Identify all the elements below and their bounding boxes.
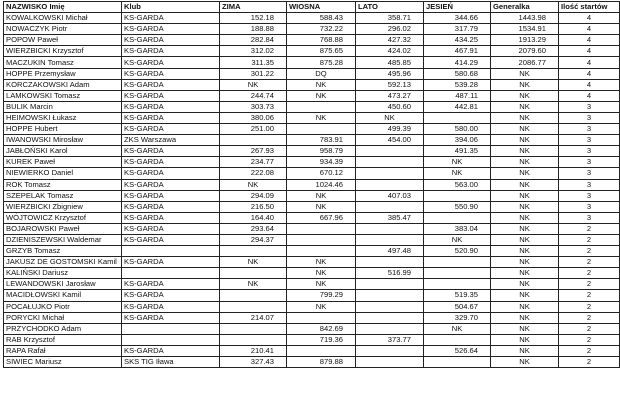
cell-lato (356, 357, 424, 368)
table-row (4, 13, 620, 24)
cell-jesien (424, 279, 491, 290)
cell-name: IWANOWSKI Mirosław (4, 135, 122, 146)
table-row (4, 345, 620, 356)
table-row (4, 146, 620, 157)
cell-starts: 2 (559, 323, 620, 334)
header-row (4, 2, 620, 13)
cell-starts: 3 (559, 157, 620, 168)
cell-starts: 2 (559, 301, 620, 312)
header-zima: ZIMA (220, 2, 287, 13)
table-row (4, 323, 620, 334)
cell-wiosna: 732.22 (287, 24, 356, 35)
cell-jesien: 539.28 (424, 79, 491, 90)
cell-wiosna (287, 234, 356, 245)
cell-name: POPOW Paweł (4, 35, 122, 46)
cell-jesien: 414.29 (424, 57, 491, 68)
table-row (4, 168, 620, 179)
cell-generalka: NK (491, 246, 559, 257)
cell-name: MACZUKIN Tomasz (4, 57, 122, 68)
cell-wiosna: NK (287, 257, 356, 268)
cell-zima: NK (220, 179, 287, 190)
cell-zima: NK (220, 79, 287, 90)
cell-wiosna: NK (287, 190, 356, 201)
cell-lato: 592.13 (356, 79, 424, 90)
table-row (4, 179, 620, 190)
cell-name: KALIŃSKI Dariusz (4, 268, 122, 279)
table-row (4, 112, 620, 123)
table-row (4, 90, 620, 101)
cell-name: BULIK Marcin (4, 101, 122, 112)
cell-name: DZIENISZEWSKI Waldemar (4, 234, 122, 245)
cell-club: KS-GARDA (122, 345, 220, 356)
cell-wiosna (287, 124, 356, 135)
header-jesien: JESIEŃ (424, 2, 491, 13)
cell-zima: 312.02 (220, 46, 287, 57)
cell-wiosna: 875.65 (287, 46, 356, 57)
cell-name: BOJAROWSKI Paweł (4, 223, 122, 234)
cell-lato: 450.60 (356, 101, 424, 112)
cell-zima: 327.43 (220, 357, 287, 368)
cell-name: JABŁOŃSKI Karol (4, 146, 122, 157)
cell-club: ZKS Warszawa (122, 135, 220, 146)
cell-zima (220, 268, 287, 279)
cell-generalka: NK (491, 279, 559, 290)
cell-name: LAMKOWSKI Tomasz (4, 90, 122, 101)
cell-generalka: NK (491, 68, 559, 79)
cell-zima: 380.06 (220, 112, 287, 123)
cell-jesien (424, 257, 491, 268)
cell-lato (356, 234, 424, 245)
cell-club: KS-GARDA (122, 157, 220, 168)
cell-club: KS-GARDA (122, 124, 220, 135)
cell-starts: 3 (559, 201, 620, 212)
cell-wiosna: 958.79 (287, 146, 356, 157)
cell-jesien (424, 212, 491, 223)
cell-wiosna: 667.96 (287, 212, 356, 223)
cell-jesien: 467.91 (424, 46, 491, 57)
cell-wiosna: NK (287, 268, 356, 279)
cell-name: PRZYCHODKO Adam (4, 323, 122, 334)
cell-wiosna: 799.29 (287, 290, 356, 301)
cell-lato (356, 157, 424, 168)
cell-starts: 2 (559, 290, 620, 301)
cell-wiosna: NK (287, 90, 356, 101)
cell-club: KS-GARDA (122, 24, 220, 35)
cell-wiosna: 588.43 (287, 13, 356, 24)
cell-lato (356, 146, 424, 157)
cell-generalka: NK (491, 90, 559, 101)
cell-starts: 4 (559, 57, 620, 68)
cell-lato: 373.77 (356, 334, 424, 345)
cell-zima (220, 290, 287, 301)
cell-lato (356, 323, 424, 334)
table-row (4, 24, 620, 35)
cell-starts: 3 (559, 112, 620, 123)
cell-starts: 2 (559, 234, 620, 245)
table-row (4, 35, 620, 46)
header-generalka: Generalka (491, 2, 559, 13)
cell-jesien (424, 357, 491, 368)
cell-name: HOPPE Przemysław (4, 68, 122, 79)
table-row (4, 357, 620, 368)
cell-generalka: 1913.29 (491, 35, 559, 46)
table-row (4, 101, 620, 112)
cell-lato (356, 345, 424, 356)
cell-generalka: NK (491, 101, 559, 112)
cell-starts: 3 (559, 101, 620, 112)
table-row (4, 212, 620, 223)
cell-zima (220, 323, 287, 334)
cell-starts: 3 (559, 124, 620, 135)
cell-wiosna: 670.12 (287, 168, 356, 179)
cell-jesien: 580.68 (424, 68, 491, 79)
cell-jesien (424, 334, 491, 345)
header-wiosna: WIOSNA (287, 2, 356, 13)
cell-jesien: 344.66 (424, 13, 491, 24)
cell-name: WIERZBICKI Krzysztof (4, 46, 122, 57)
cell-club: KS-GARDA (122, 68, 220, 79)
cell-lato (356, 312, 424, 323)
table-row (4, 79, 620, 90)
cell-club: KS-GARDA (122, 57, 220, 68)
cell-wiosna: NK (287, 79, 356, 90)
cell-zima: 234.77 (220, 157, 287, 168)
cell-club: SKS TIG Iława (122, 357, 220, 368)
cell-zima: 301.22 (220, 68, 287, 79)
cell-name: WIERZBICKI Zbigniew (4, 201, 122, 212)
cell-generalka: NK (491, 201, 559, 212)
cell-generalka: NK (491, 190, 559, 201)
cell-wiosna: NK (287, 112, 356, 123)
cell-lato (356, 201, 424, 212)
table-row (4, 68, 620, 79)
cell-lato: 296.02 (356, 24, 424, 35)
cell-starts: 4 (559, 35, 620, 46)
cell-wiosna (287, 345, 356, 356)
cell-zima: 294.37 (220, 234, 287, 245)
cell-starts: 4 (559, 79, 620, 90)
cell-jesien: 504.67 (424, 301, 491, 312)
table-row (4, 268, 620, 279)
cell-generalka: NK (491, 234, 559, 245)
table-row (4, 124, 620, 135)
cell-starts: 2 (559, 223, 620, 234)
cell-jesien: NK (424, 168, 491, 179)
table-row (4, 223, 620, 234)
cell-wiosna: 875.28 (287, 57, 356, 68)
cell-jesien: NK (424, 234, 491, 245)
cell-starts: 2 (559, 257, 620, 268)
header-club: Klub (122, 2, 220, 13)
cell-jesien: 434.25 (424, 35, 491, 46)
cell-generalka: 2079.60 (491, 46, 559, 57)
cell-name: POCAŁUJKO Piotr (4, 301, 122, 312)
cell-club: KS-GARDA (122, 279, 220, 290)
cell-club (122, 334, 220, 345)
cell-generalka: 2086.77 (491, 57, 559, 68)
cell-club (122, 268, 220, 279)
cell-name: RAB Krzysztof (4, 334, 122, 345)
cell-lato: 358.71 (356, 13, 424, 24)
cell-zima: 214.07 (220, 312, 287, 323)
cell-club: KS-GARDA (122, 46, 220, 57)
table-row (4, 201, 620, 212)
cell-club (122, 323, 220, 334)
cell-wiosna (287, 223, 356, 234)
cell-starts: 4 (559, 90, 620, 101)
table-row (4, 334, 620, 345)
cell-wiosna: 1024.46 (287, 179, 356, 190)
cell-lato: 495.96 (356, 68, 424, 79)
cell-generalka: NK (491, 257, 559, 268)
cell-zima (220, 135, 287, 146)
cell-generalka: NK (491, 135, 559, 146)
cell-starts: 2 (559, 357, 620, 368)
cell-club: KS-GARDA (122, 201, 220, 212)
cell-name: SZEPELAK Tomasz (4, 190, 122, 201)
cell-generalka: NK (491, 323, 559, 334)
cell-club: KS-GARDA (122, 179, 220, 190)
cell-jesien: 442.81 (424, 101, 491, 112)
cell-generalka: NK (491, 357, 559, 368)
cell-name: LEWANDOWSKI Jarosław (4, 279, 122, 290)
cell-starts: 3 (559, 168, 620, 179)
cell-name: KUREK Paweł (4, 157, 122, 168)
cell-starts: 2 (559, 279, 620, 290)
cell-jesien: 550.90 (424, 201, 491, 212)
cell-zima: 164.40 (220, 212, 287, 223)
cell-club: KS-GARDA (122, 312, 220, 323)
cell-jesien: 487.11 (424, 90, 491, 101)
cell-zima: 282.84 (220, 35, 287, 46)
cell-generalka: 1534.91 (491, 24, 559, 35)
cell-lato: 516.99 (356, 268, 424, 279)
cell-lato: 485.85 (356, 57, 424, 68)
cell-zima: 152.18 (220, 13, 287, 24)
table-row (4, 246, 620, 257)
cell-lato (356, 290, 424, 301)
table-row (4, 234, 620, 245)
cell-generalka: NK (491, 168, 559, 179)
cell-generalka: NK (491, 268, 559, 279)
table-row (4, 46, 620, 57)
cell-jesien: 519.35 (424, 290, 491, 301)
cell-wiosna: NK (287, 201, 356, 212)
cell-wiosna: NK (287, 279, 356, 290)
cell-club: KS-GARDA (122, 257, 220, 268)
cell-zima: 222.08 (220, 168, 287, 179)
cell-lato: 454.00 (356, 135, 424, 146)
cell-lato: 499.39 (356, 124, 424, 135)
cell-jesien: 563.00 (424, 179, 491, 190)
cell-lato (356, 257, 424, 268)
cell-name: GRZYB Tomasz (4, 246, 122, 257)
cell-lato: 473.27 (356, 90, 424, 101)
cell-wiosna: 879.88 (287, 357, 356, 368)
cell-zima: NK (220, 257, 287, 268)
cell-starts: 2 (559, 268, 620, 279)
cell-lato: 385.47 (356, 212, 424, 223)
cell-starts: 3 (559, 212, 620, 223)
cell-generalka: NK (491, 146, 559, 157)
cell-jesien: 329.70 (424, 312, 491, 323)
cell-club: KS-GARDA (122, 35, 220, 46)
cell-generalka: NK (491, 124, 559, 135)
cell-club: KS-GARDA (122, 290, 220, 301)
table-row (4, 190, 620, 201)
cell-lato (356, 179, 424, 190)
cell-wiosna: 934.39 (287, 157, 356, 168)
cell-name: MACIDŁOWSKI Kamil (4, 290, 122, 301)
cell-wiosna: NK (287, 301, 356, 312)
cell-wiosna (287, 312, 356, 323)
cell-club (122, 246, 220, 257)
cell-jesien: 317.79 (424, 24, 491, 35)
cell-starts: 3 (559, 179, 620, 190)
cell-club: KS-GARDA (122, 90, 220, 101)
cell-wiosna: 719.36 (287, 334, 356, 345)
cell-generalka: NK (491, 345, 559, 356)
cell-zima (220, 246, 287, 257)
cell-jesien: NK (424, 323, 491, 334)
cell-zima (220, 301, 287, 312)
cell-name: NIEWIERKO Daniel (4, 168, 122, 179)
cell-starts: 2 (559, 246, 620, 257)
cell-name: PORYCKI Michał (4, 312, 122, 323)
cell-wiosna: 768.88 (287, 35, 356, 46)
cell-generalka: NK (491, 312, 559, 323)
cell-jesien: 394.06 (424, 135, 491, 146)
cell-jesien: 580.00 (424, 124, 491, 135)
header-lato: LATO (356, 2, 424, 13)
cell-name: KOWALKOWSKI Michał (4, 13, 122, 24)
cell-generalka: NK (491, 112, 559, 123)
cell-generalka: NK (491, 301, 559, 312)
cell-generalka: NK (491, 223, 559, 234)
cell-name: KORCZAKOWSKI Adam (4, 79, 122, 90)
cell-zima: 293.64 (220, 223, 287, 234)
cell-zima: 188.88 (220, 24, 287, 35)
cell-starts: 4 (559, 24, 620, 35)
cell-generalka: NK (491, 79, 559, 90)
cell-name: WÓJTOWICZ Krzysztof (4, 212, 122, 223)
cell-zima: 311.35 (220, 57, 287, 68)
cell-generalka: NK (491, 290, 559, 301)
cell-generalka: NK (491, 334, 559, 345)
cell-club: KS-GARDA (122, 112, 220, 123)
cell-starts: 2 (559, 312, 620, 323)
cell-club: KS-GARDA (122, 168, 220, 179)
header-name: NAZWISKO Imię (4, 2, 122, 13)
cell-club: KS-GARDA (122, 223, 220, 234)
cell-name: HEIMOWSKI Łukasz (4, 112, 122, 123)
cell-jesien: 491.35 (424, 146, 491, 157)
cell-zima: 251.00 (220, 124, 287, 135)
table-row (4, 157, 620, 168)
cell-zima: NK (220, 279, 287, 290)
table-row (4, 57, 620, 68)
cell-wiosna: 783.91 (287, 135, 356, 146)
cell-generalka: 1443.98 (491, 13, 559, 24)
cell-lato (356, 168, 424, 179)
table-row (4, 279, 620, 290)
cell-zima: 294.09 (220, 190, 287, 201)
cell-lato (356, 279, 424, 290)
cell-lato: 424.02 (356, 46, 424, 57)
cell-jesien (424, 268, 491, 279)
cell-starts: 4 (559, 13, 620, 24)
cell-wiosna (287, 101, 356, 112)
cell-generalka: NK (491, 212, 559, 223)
cell-jesien: 520.90 (424, 246, 491, 257)
cell-jesien (424, 190, 491, 201)
cell-starts: 2 (559, 334, 620, 345)
cell-lato: 497.48 (356, 246, 424, 257)
cell-jesien: 526.64 (424, 345, 491, 356)
cell-jesien (424, 112, 491, 123)
cell-club: KS-GARDA (122, 79, 220, 90)
cell-lato (356, 301, 424, 312)
cell-starts: 2 (559, 345, 620, 356)
cell-generalka: NK (491, 179, 559, 190)
cell-club: KS-GARDA (122, 190, 220, 201)
cell-starts: 3 (559, 135, 620, 146)
cell-zima: 267.93 (220, 146, 287, 157)
cell-club: KS-GARDA (122, 101, 220, 112)
cell-name: NOWACZYK Piotr (4, 24, 122, 35)
cell-name: SIWIEC Mariusz (4, 357, 122, 368)
header-starts: Ilość startów (559, 2, 620, 13)
cell-lato (356, 223, 424, 234)
cell-name: HOPPE Hubert (4, 124, 122, 135)
table-row (4, 135, 620, 146)
cell-starts: 3 (559, 190, 620, 201)
results-table (3, 1, 620, 368)
table-row (4, 290, 620, 301)
cell-name: RAPA Rafał (4, 345, 122, 356)
cell-wiosna: DQ (287, 68, 356, 79)
cell-club: KS-GARDA (122, 212, 220, 223)
cell-club: KS-GARDA (122, 146, 220, 157)
cell-lato: 427.32 (356, 35, 424, 46)
table-row (4, 312, 620, 323)
cell-wiosna (287, 246, 356, 257)
cell-zima: 216.50 (220, 201, 287, 212)
cell-club: KS-GARDA (122, 301, 220, 312)
cell-zima: 244.74 (220, 90, 287, 101)
cell-starts: 4 (559, 68, 620, 79)
cell-wiosna: 842.69 (287, 323, 356, 334)
table-row (4, 257, 620, 268)
cell-club: KS-GARDA (122, 234, 220, 245)
cell-club: KS-GARDA (122, 13, 220, 24)
cell-jesien: 383.04 (424, 223, 491, 234)
cell-zima: 303.73 (220, 101, 287, 112)
cell-name: ROK Tomasz (4, 179, 122, 190)
cell-name: JAKUSZ DE GOSTOMSKI Kamil (4, 257, 122, 268)
cell-jesien: NK (424, 157, 491, 168)
cell-starts: 4 (559, 46, 620, 57)
cell-starts: 3 (559, 146, 620, 157)
cell-lato: 407.03 (356, 190, 424, 201)
table-row (4, 301, 620, 312)
cell-zima (220, 334, 287, 345)
cell-generalka: NK (491, 157, 559, 168)
cell-lato: NK (356, 112, 424, 123)
cell-zima: 210.41 (220, 345, 287, 356)
